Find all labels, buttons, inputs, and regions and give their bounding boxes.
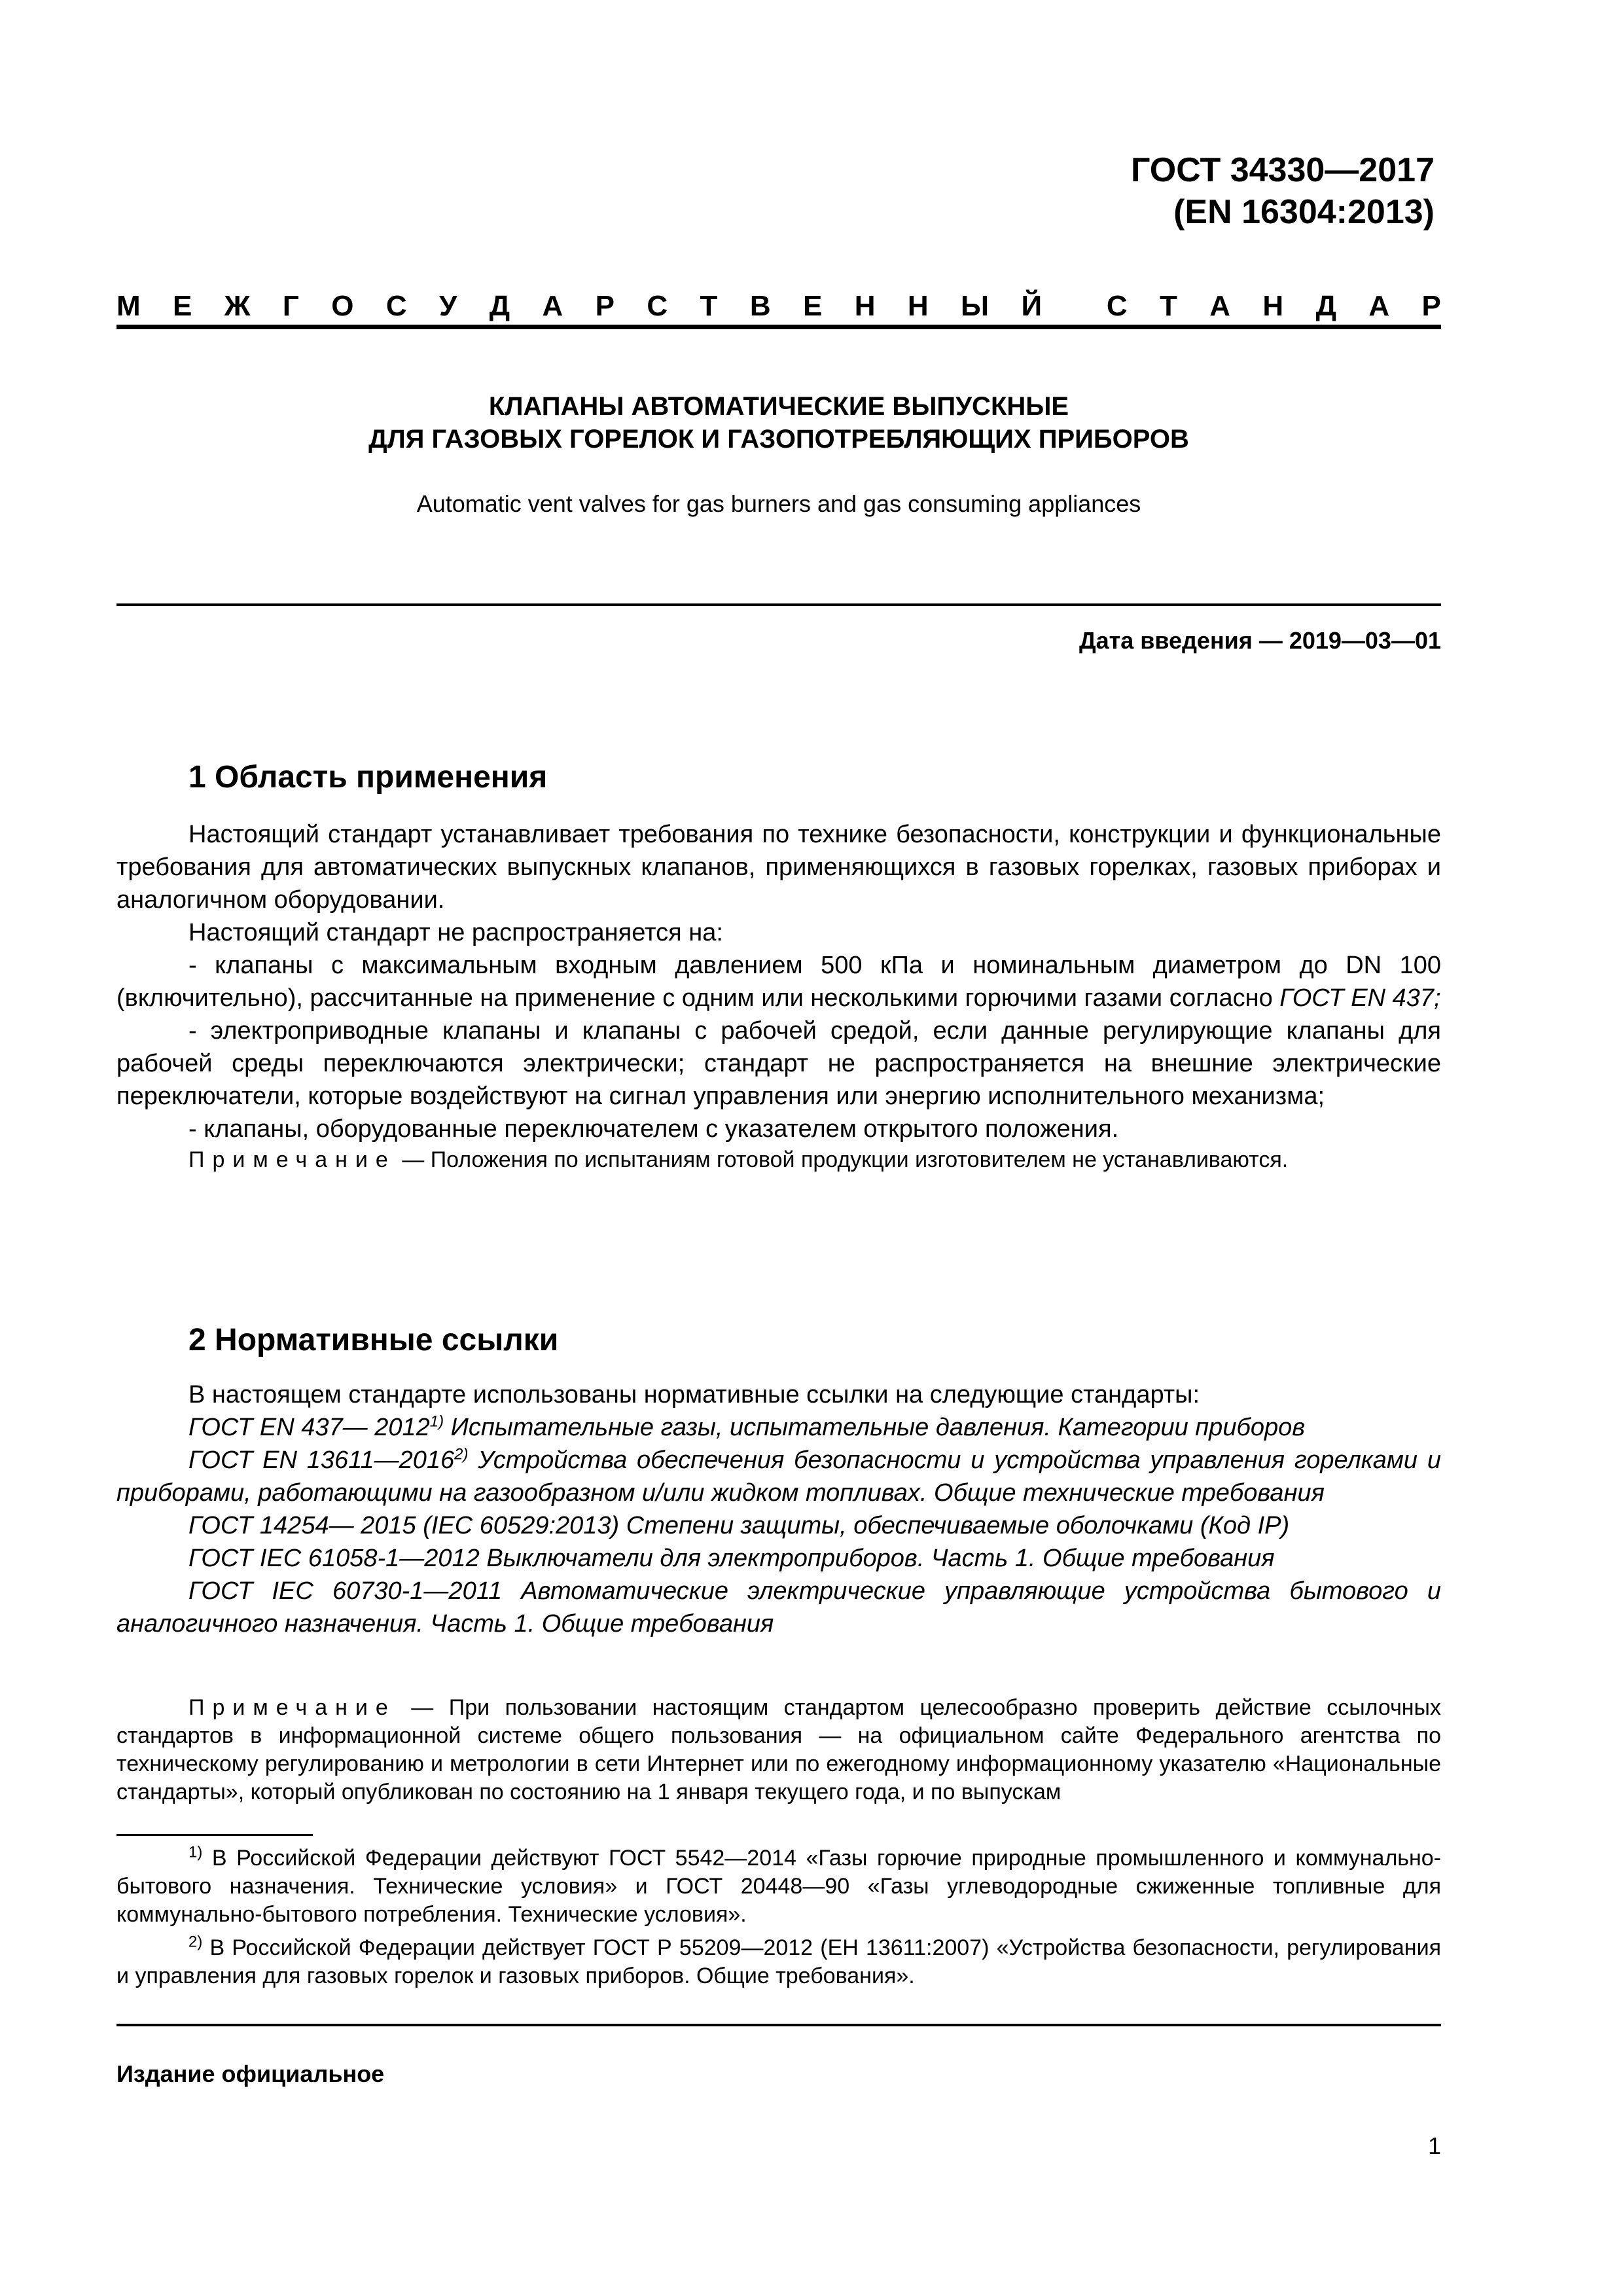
- note-text: — При пользовании настоящим стандартом целесообразно проверить действие ссылочных стандартов в информационной системе общего пользования — на официальном сайте Федерального агентства по техническому регулированию и метрологии в сети Интернет или по ежегодному информационному указателю «Национальные стандарты», который опубликован по состоянию на 1 января текущего года, и по выпускам: [116, 1695, 1441, 1804]
- banner-letter: Й: [1021, 290, 1043, 322]
- footnote: [116, 1934, 1441, 1990]
- reference-item: ГОСТ 14254— 2015 (IEC 60529:2013) Степени защиты, обеспечиваемые оболочками (Код IP): [188, 1512, 1290, 1539]
- reference-title: Испытательные газы, испытательные давления. Категории приборов: [444, 1414, 1306, 1441]
- banner-letter: Р: [595, 290, 615, 322]
- banner-letter: А: [542, 290, 563, 322]
- standard-designation: [1131, 149, 1435, 233]
- reference-item: ГОСТ IEC 60730-1—2011 Автоматические электрические управляющие устройства бытового и аналогичного назначения. Часть 1. Общие требования: [116, 1577, 1441, 1638]
- banner-letter: Д: [1315, 290, 1336, 322]
- official-edition-label: Издание официальное: [116, 2060, 385, 2087]
- section-2-heading: 2 Нормативные ссылки: [188, 1323, 559, 1357]
- footnote-mark: 2): [188, 1933, 203, 1951]
- banner-letter: Д: [489, 290, 510, 322]
- banner-letter: Н: [854, 290, 876, 322]
- footnote-text: В Российской Федерации действует ГОСТ Р 55209—2012 (ЕН 13611:2007) «Устройства безопасности, регулирования и управления для газовых горелок и газовых приборов. Общие требования».: [116, 1935, 1441, 1988]
- banner-letter: Ы: [961, 290, 990, 322]
- footnote-mark: 2): [454, 1445, 469, 1463]
- section-2-body: [116, 1378, 1441, 1640]
- page-number: 1: [1427, 2132, 1441, 2159]
- paragraph: В настоящем стандарте использованы нормативные ссылки на следующие стандарты:: [188, 1381, 1200, 1408]
- banner-letter: В: [749, 290, 771, 322]
- english-title: Automatic vent valves for gas burners and gas consuming appliances: [416, 490, 1141, 517]
- banner-letter: С: [385, 290, 407, 322]
- note-label: Примечание: [188, 1147, 396, 1172]
- banner-letter: О: [331, 290, 354, 322]
- title-line-1: КЛАПАНЫ АВТОМАТИЧЕСКИЕ ВЫПУСКНЫЕ: [488, 392, 1069, 421]
- designation-line-2: (EN 16304:2013): [1173, 193, 1435, 231]
- list-item: [116, 949, 1441, 1014]
- list-item-text: - клапаны с максимальным входным давлением 500 кПа и номинальным диаметром до DN 100 (включительно), рассчитанные на применение с одним или несколькими горючими газами согласно: [116, 952, 1441, 1012]
- banner-letter: Т: [1160, 290, 1177, 322]
- paragraph: Настоящий стандарт устанавливает требования по технике безопасности, конструкции и функциональные требования для автоматических выпускных клапанов, применяющихся в газовых горелках, газовых приборах и аналогичном оборудовании.: [116, 821, 1441, 914]
- banner-letter: Е: [173, 290, 192, 322]
- title-divider: [116, 603, 1441, 606]
- banner-letter: С: [1106, 290, 1128, 322]
- note: [116, 1694, 1441, 1806]
- banner-letter: А: [1368, 290, 1390, 322]
- footnote-text: В Российской Федерации действуют ГОСТ 5542—2014 «Газы горючие природные промышленного и коммунально-бытового назначения. Технические условия» и ГОСТ 20448—90 «Газы углеводородные сжиженные топливные для коммунально-бытового потребления. Технические условия».: [116, 1846, 1441, 1927]
- note: [116, 1145, 1441, 1174]
- standard-reference: ГОСТ EN 437;: [1279, 984, 1441, 1012]
- reference-item: [116, 1411, 1441, 1444]
- section-1-body: [116, 818, 1441, 1174]
- banner-letter: Е: [802, 290, 823, 322]
- reference-code: ГОСТ EN 437— 2012: [188, 1414, 430, 1441]
- banner-letter: Т: [700, 290, 718, 322]
- banner-letter: Н: [907, 290, 929, 322]
- title-line-2: ДЛЯ ГАЗОВЫХ ГОРЕЛОК И ГАЗОПОТРЕБЛЯЮЩИХ ПРИБОРОВ: [368, 425, 1189, 454]
- banner-letter: М: [116, 290, 141, 322]
- paragraph: Настоящий стандарт не распространяется на:: [188, 919, 723, 946]
- designation-line-1: ГОСТ 34330—2017: [1131, 151, 1435, 189]
- section-1-heading: 1 Область применения: [188, 760, 548, 795]
- banner-divider: [116, 325, 1441, 329]
- banner-letter: У: [439, 290, 457, 322]
- reference-code: ГОСТ EN 13611—2016: [188, 1446, 455, 1474]
- footer-divider: [116, 2024, 1441, 2026]
- document-title: [116, 390, 1441, 456]
- interstate-standard-banner: [116, 288, 1441, 325]
- banner-letter: А: [1209, 290, 1231, 322]
- reference-item: ГОСТ IEC 61058-1—2012 Выключатели для электроприборов. Часть 1. Общие требования: [188, 1545, 1275, 1572]
- list-item: - клапаны, оборудованные переключателем с указателем открытого положения.: [188, 1115, 1119, 1143]
- banner-letter: Ж: [224, 290, 251, 322]
- footnote-mark: 1): [429, 1412, 444, 1431]
- note-text: — Положения по испытаниям готовой продукции изготовителем не устанавливаются.: [395, 1147, 1289, 1172]
- introduction-date: Дата введения — 2019—03—01: [1079, 627, 1441, 654]
- banner-letter: С: [647, 290, 668, 322]
- footnotes: [116, 1844, 1441, 1996]
- banner-letter: Р: [1421, 290, 1441, 322]
- note-label: Примечание: [188, 1695, 396, 1720]
- reference-item: [116, 1444, 1441, 1509]
- footnote-mark: 1): [188, 1843, 203, 1861]
- footnote-divider: [116, 1834, 313, 1836]
- banner-letter: Г: [282, 290, 299, 322]
- list-item: - электроприводные клапаны и клапаны с рабочей средой, если данные регулирующие клапаны для рабочей среды переключаются электрически; стандарт не распространяется на внешние электрические переключатели, которые воздействуют на сигнал управления или энергию исполнительного механизма;: [116, 1017, 1441, 1110]
- reference-title: Устройства обеспечения безопасности и устройства управления горелками и приборами, работающими на газообразном и/или жидком топливах. Общие технические требования: [116, 1446, 1441, 1507]
- footnote: [116, 1844, 1441, 1929]
- banner-letter: Н: [1262, 290, 1284, 322]
